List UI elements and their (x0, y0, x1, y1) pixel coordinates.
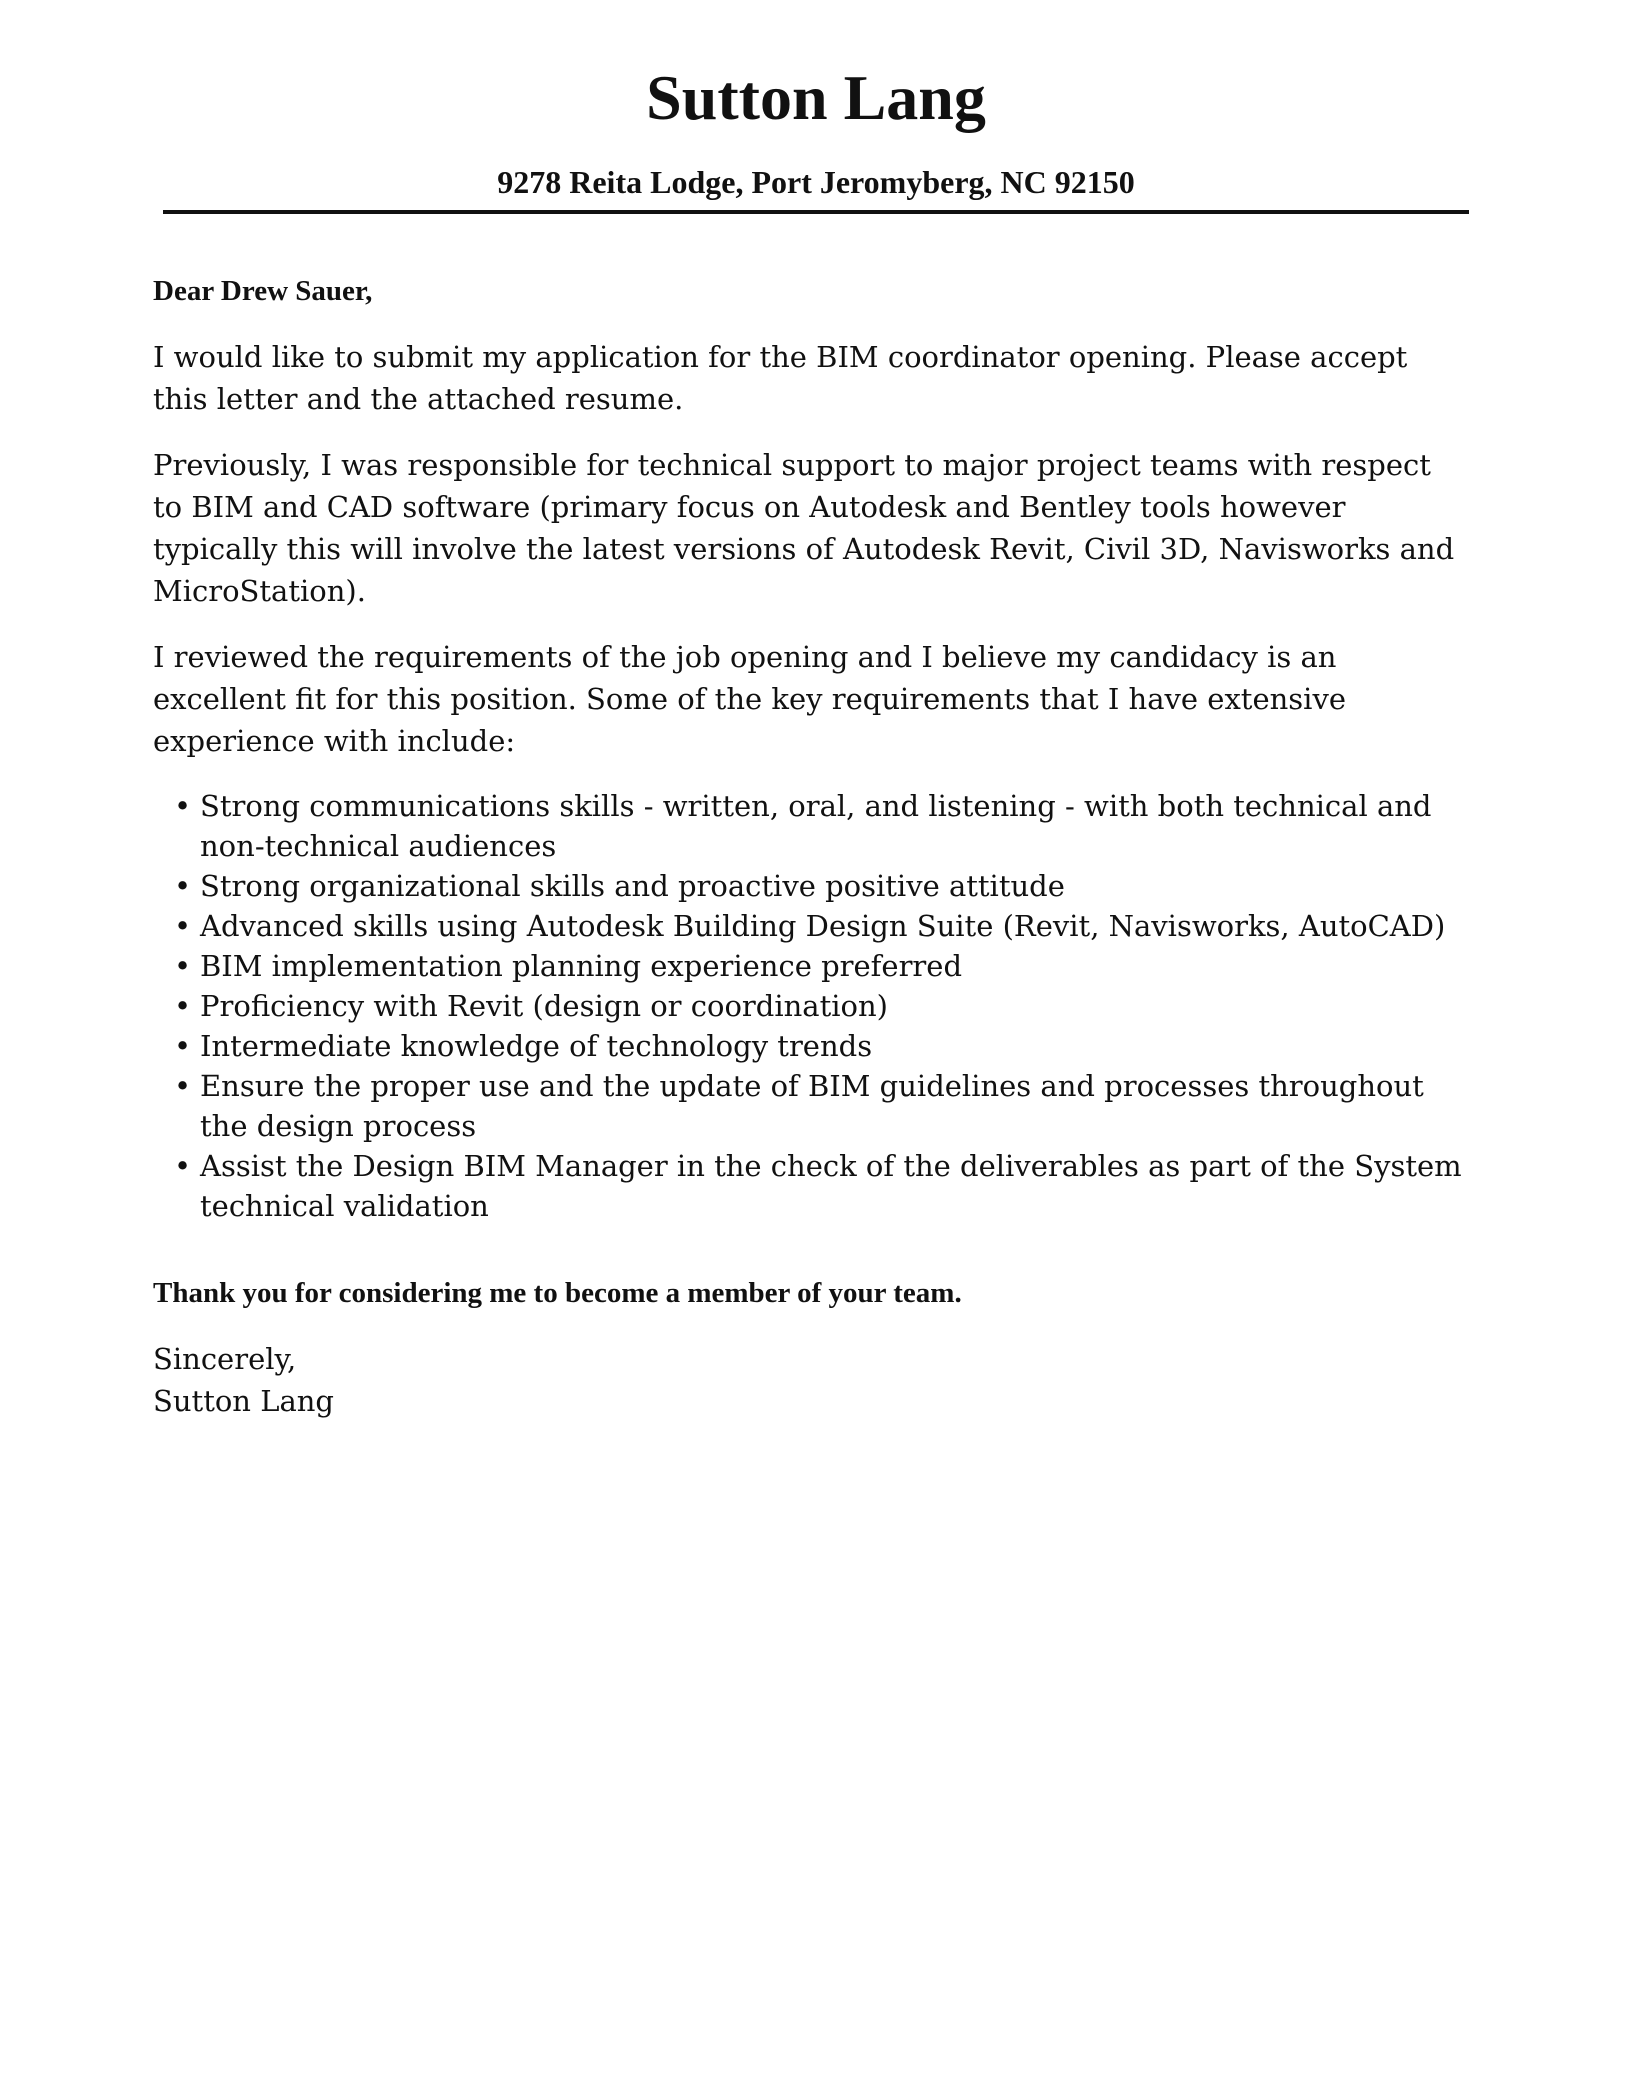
letter-header (163, 58, 1469, 202)
list-item (174, 1146, 1469, 1226)
closing-statement: Thank you for considering me to become a member of your team. (153, 1277, 962, 1309)
bullet-icon: • (174, 909, 192, 943)
list-item-text: Advanced skills using Autodesk Building Design Suite (Revit, Navisworks, AutoCAD) (200, 909, 1446, 943)
list-item-text: Proficiency with Revit (design or coordination) (200, 989, 888, 1023)
list-item (174, 986, 1469, 1026)
paragraph-experience: Previously, I was responsible for technical support to major project teams with respect to BIM and CAD software (primary focus on Autodesk and Bentley tools however typically this will involve the latest versions of Autodesk Revit, Civil 3D, Navisworks and MicroStation). (153, 448, 1455, 608)
list-item (174, 946, 1469, 986)
bullet-icon: • (174, 869, 192, 903)
list-item (174, 866, 1469, 906)
bullet-icon: • (174, 789, 192, 823)
list-item (174, 1066, 1469, 1146)
salutation: Dear Drew Sauer, (153, 275, 373, 307)
signature-name: Sutton Lang (153, 1384, 334, 1418)
bullet-icon: • (174, 1029, 192, 1063)
sender-address: 9278 Reita Lodge, Port Jeromyberg, NC 92150 (497, 164, 1135, 200)
list-item-text: Strong organizational skills and proactive positive attitude (200, 869, 1065, 903)
list-item-text: Ensure the proper use and the update of BIM guidelines and processes throughout the design process (200, 1069, 1424, 1143)
bullet-icon: • (174, 949, 192, 983)
sender-name: Sutton Lang (646, 62, 986, 133)
list-item-text: Strong communications skills - written, oral, and listening - with both technical and non-technical audiences (200, 789, 1432, 863)
list-item-text: Assist the Design BIM Manager in the check of the deliverables as part of the System technical validation (200, 1149, 1462, 1223)
bullet-icon: • (174, 1069, 192, 1103)
list-item-text: BIM implementation planning experience preferred (200, 949, 963, 983)
paragraph-intro: I would like to submit my application for the BIM coordinator opening. Please accept this letter and the attached resume. (153, 340, 1408, 416)
bullet-icon: • (174, 1149, 192, 1183)
paragraph-requirements-intro: I reviewed the requirements of the job opening and I believe my candidacy is an excellent fit for this position. Some of the key requirements that I have extensive experience with include: (153, 640, 1346, 758)
signoff: Sincerely, (153, 1342, 297, 1376)
list-item-text: Intermediate knowledge of technology trends (200, 1029, 873, 1063)
list-item (174, 1026, 1469, 1066)
requirements-list (153, 786, 1469, 1226)
bullet-icon: • (174, 989, 192, 1023)
header-divider (163, 210, 1469, 214)
letter-body (153, 270, 1469, 1422)
list-item (174, 906, 1469, 946)
list-item (174, 786, 1469, 866)
